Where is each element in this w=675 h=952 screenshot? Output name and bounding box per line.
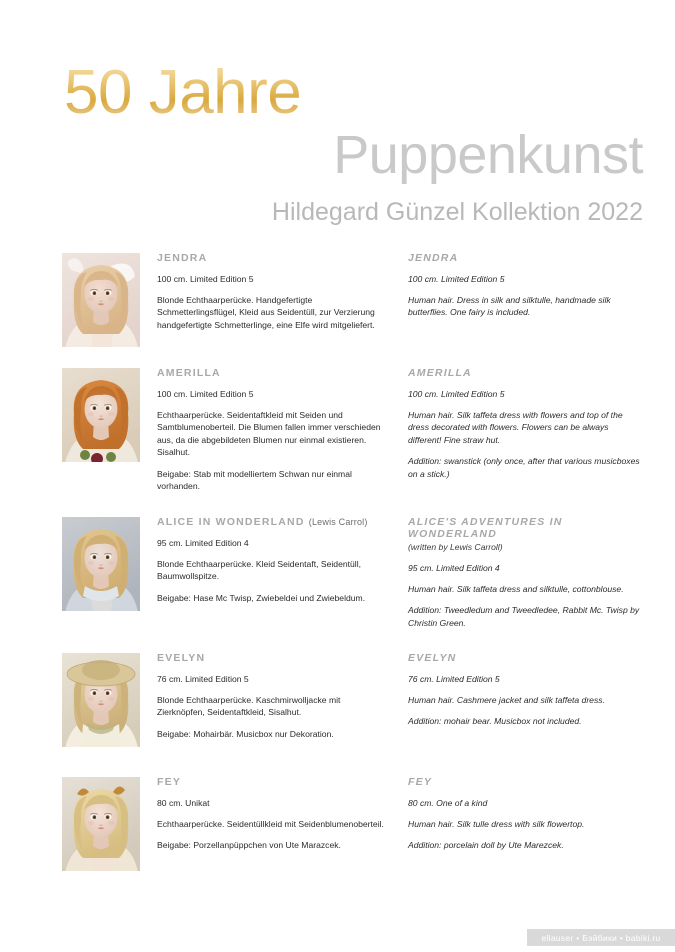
doll-description-de <box>157 367 389 492</box>
doll-paragraph: Beigabe: Hase Mc Twisp, Zwiebeldei und Zwiebeldum. <box>157 592 366 603</box>
doll-paragraph: Beigabe: Stab mit modelliertem Schwan nur einmal vorhanden. <box>157 468 352 492</box>
doll-name-text: EVELYN <box>408 652 457 664</box>
doll-paragraph: Beigabe: Porzellanpüppchen von Ute Marazcek. <box>157 840 341 851</box>
page-title-sub: Puppenkunst <box>333 125 643 185</box>
doll-name <box>157 652 389 664</box>
doll-description-de <box>157 516 389 604</box>
doll-name-text: FEY <box>157 776 182 788</box>
doll-paragraph: Addition: swanstick (only once, after that various musicboxes on a stick.) <box>408 456 640 479</box>
page-header <box>0 0 675 240</box>
doll-name <box>157 516 389 528</box>
doll-description-de <box>157 252 389 331</box>
doll-paragraph: Human hair. Dress in silk and silktulle, handmade silk butterflies. One fairy is included. <box>408 295 611 318</box>
doll-name-text: AMERILLA <box>157 367 221 379</box>
doll-paragraph: Addition: mohair bear. Musicbox not included. <box>408 716 582 727</box>
doll-paragraph: Blonde Echthaarperücke. Handgefertigte Schmetterlingsflügel, Kleid aus Seidentüll, zur Verzierung handgefertigte Schmetterlinge, eine Elfe wird mitgeliefert. <box>157 295 375 330</box>
doll-name <box>157 252 389 264</box>
doll-name <box>408 652 643 664</box>
doll-paragraph: Addition: Tweedledum and Tweedledee, Rabbit Mc. Twisp by Christin Green. <box>408 605 640 628</box>
doll-photo-evelyn <box>61 652 141 748</box>
doll-name-text: EVELYN <box>157 652 206 664</box>
doll-name-text: JENDRA <box>408 252 459 264</box>
doll-description-en <box>408 776 643 852</box>
doll-paragraph: Echthaarperücke. Seidentaftkleid mit Seiden und Samtblumenoberteil. Die Blumen fallen immer verschieden aus, da die abgebildeten Blumen nur einmal existieren. Sisalhut. <box>157 410 381 458</box>
doll-photo-alice <box>61 516 141 612</box>
doll-description-en <box>408 652 643 728</box>
doll-description-en <box>408 252 643 319</box>
doll-name-text: AMERILLA <box>408 367 472 379</box>
doll-name-author: (Lewis Carrol) <box>308 517 368 527</box>
doll-description-de <box>157 652 389 740</box>
doll-name <box>157 776 389 788</box>
doll-name-subtitle: (written by Lewis Carroll) <box>408 542 503 552</box>
doll-spec: 76 cm. Limited Edition 5 <box>408 674 500 684</box>
doll-name <box>157 367 389 379</box>
doll-photo-jendra <box>61 252 141 348</box>
doll-photo-fey <box>61 776 141 872</box>
page-title-main: 50 Jahre <box>64 58 302 127</box>
doll-spec: 95 cm. Limited Edition 4 <box>157 538 249 548</box>
doll-paragraph: Blonde Echthaarperücke. Kaschmirwolljacke mit Zierknöpfen, Seidentaftkleid, Sisalhut. <box>157 695 341 718</box>
doll-spec: 80 cm. One of a kind <box>408 798 488 808</box>
doll-name <box>408 516 643 553</box>
doll-spec: 76 cm. Limited Edition 5 <box>157 674 249 684</box>
doll-spec: 100 cm. Limited Edition 5 <box>157 389 254 399</box>
doll-paragraph: Human hair. Cashmere jacket and silk taffeta dress. <box>408 695 605 705</box>
doll-paragraph: Human hair. Silk taffeta dress and silktulle, cottonblouse. <box>408 584 624 594</box>
doll-paragraph: Beigabe: Mohairbär. Musicbox nur Dekoration. <box>157 728 334 739</box>
watermark-badge <box>527 929 675 946</box>
doll-spec: 100 cm. Limited Edition 5 <box>408 274 505 284</box>
doll-description-en <box>408 516 643 629</box>
doll-spec: 95 cm. Limited Edition 4 <box>408 563 500 573</box>
doll-name-text: JENDRA <box>157 252 208 264</box>
doll-name <box>408 367 643 379</box>
doll-name-text: FEY <box>408 776 433 788</box>
doll-paragraph: Blonde Echthaarperücke. Kleid Seidentaft, Seidentüll, Baumwollspitze. <box>157 559 361 582</box>
doll-paragraph: Addition: porcelain doll by Ute Marezcek. <box>408 840 564 851</box>
doll-name-text: ALICE'S ADVENTURES IN WONDERLAND <box>408 516 563 540</box>
doll-description-de <box>157 776 389 852</box>
doll-name-text: ALICE IN WONDERLAND <box>157 516 305 528</box>
doll-spec: 100 cm. Limited Edition 5 <box>157 274 254 284</box>
watermark-text: ellauser • Бэйбики • babiki.ru <box>541 932 661 943</box>
doll-paragraph: Human hair. Silk tulle dress with silk flowertop. <box>408 819 585 829</box>
doll-name <box>408 776 643 788</box>
doll-paragraph: Human hair. Silk taffeta dress with flowers and top of the dress decorated with flowers. Flowers can be always different! Fine straw hut. <box>408 410 623 445</box>
doll-photo-amerilla <box>61 367 141 463</box>
doll-name <box>408 252 643 264</box>
doll-spec: 80 cm. Unikat <box>157 798 210 808</box>
page-title-collection: Hildegard Günzel Kollektion 2022 <box>271 198 643 226</box>
doll-description-en <box>408 367 643 480</box>
doll-spec: 100 cm. Limited Edition 5 <box>408 389 505 399</box>
doll-paragraph: Echthaarperücke. Seidentüllkleid mit Seidenblumenoberteil. <box>157 819 384 829</box>
